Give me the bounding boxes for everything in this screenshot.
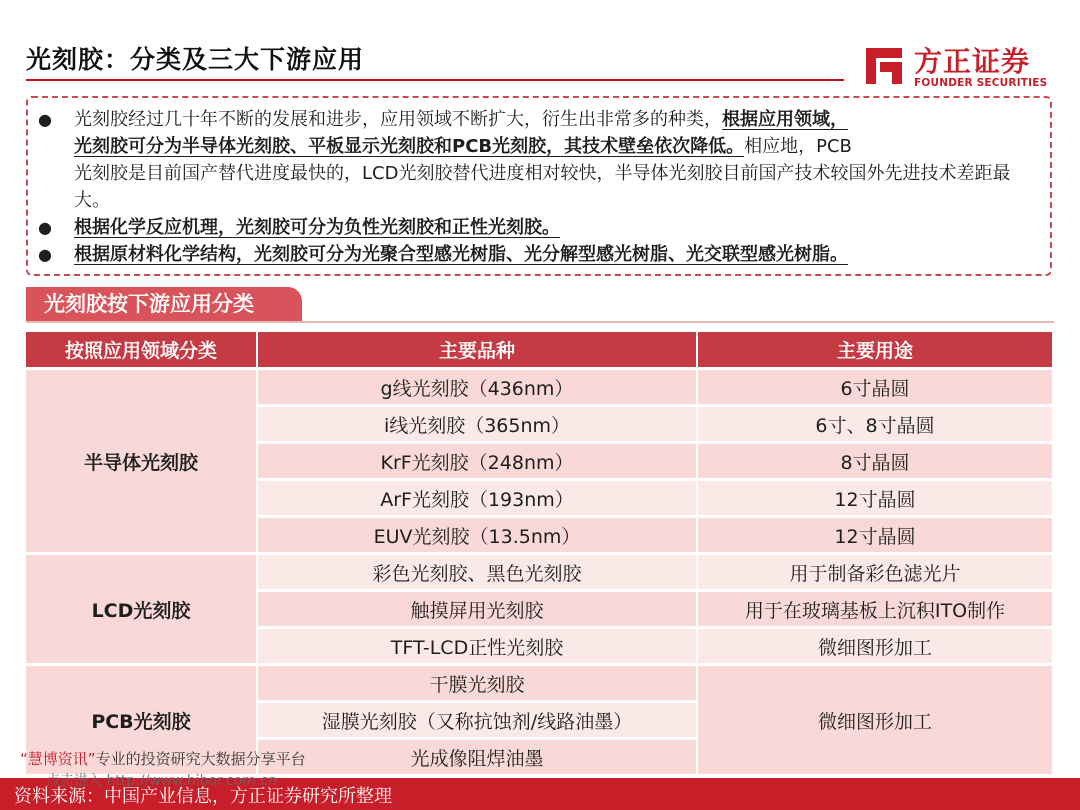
bullet-1-rest: 光刻胶是目前国产替代进度最快的，LCD光刻胶替代进度相对较快，半导体光刻胶目前国产技术较国外先进技术差距最大。	[74, 163, 1011, 211]
table-row	[26, 666, 1054, 700]
logo-text-cn: 方正证券	[914, 45, 1031, 78]
summary-box	[26, 96, 1052, 276]
bullet-dot-icon: ●	[38, 245, 52, 264]
usage-cell: 用于在玻璃基板上沉积ITO制作	[698, 592, 1054, 626]
bullet-1-line1-plain: 光刻胶经过几十年不断的发展和进步，应用领域不断扩大，衍生出非常多的种类，	[74, 109, 722, 130]
bullet-1-line2-bold: 光刻胶可分为半导体光刻胶、平板显示光刻胶和PCB光刻胶，其技术壁垒依次降低。	[74, 136, 745, 157]
usage-cell: 12寸晶圆	[698, 481, 1054, 515]
watermark-quote-open: “	[20, 750, 28, 768]
application-table	[26, 329, 1054, 777]
usage-cell: 8寸晶圆	[698, 444, 1054, 478]
watermark-brand: 慧博资讯	[27, 750, 88, 768]
bullet-1-line1-bold: 根据应用领域，	[722, 109, 848, 130]
variety-cell: 湿膜光刻胶（又称抗蚀剂/线路油墨）	[258, 703, 698, 737]
usage-cell: 6寸、8寸晶圆	[698, 407, 1054, 441]
variety-cell: 彩色光刻胶、黑色光刻胶	[258, 555, 698, 589]
bullet-1-line2-plain: 相应地，PCB	[744, 136, 852, 157]
company-logo	[862, 40, 1062, 96]
bullet-dot-icon: ●	[38, 218, 52, 237]
header-category: 按照应用领域分类	[26, 332, 258, 367]
usage-cell: 12寸晶圆	[698, 518, 1054, 552]
variety-cell: g线光刻胶（436nm）	[258, 370, 698, 404]
watermark-quote-close: ”	[87, 750, 96, 768]
section-rule	[26, 321, 1054, 323]
bullet-dot-icon: ●	[38, 110, 52, 129]
bullet-2-bold: 根据化学反应机理，光刻胶可分为负性光刻胶和正性光刻胶。	[74, 217, 560, 238]
usage-cell: 6寸晶圆	[698, 370, 1054, 404]
variety-cell: 干膜光刻胶	[258, 666, 698, 700]
category-cell: PCB光刻胶	[26, 666, 258, 774]
table-header-row	[26, 332, 1054, 367]
bullet-3-bold: 根据原材料化学结构，光刻胶可分为光聚合型感光树脂、光分解型感光树脂、光交联型感光树脂。	[74, 244, 848, 265]
bullet-3-text	[74, 241, 1042, 268]
bullet-2-text	[74, 214, 1042, 241]
bullet-1-text	[74, 106, 1042, 214]
variety-cell: i线光刻胶（365nm）	[258, 407, 698, 441]
variety-cell: EUV光刻胶（13.5nm）	[258, 518, 698, 552]
usage-cell: 用于制备彩色滤光片	[698, 555, 1054, 589]
usage-cell: 微细图形加工	[698, 629, 1054, 663]
variety-cell: ArF光刻胶（193nm）	[258, 481, 698, 515]
source-note: 资料来源：中国产业信息，方正证券研究所整理	[14, 786, 392, 807]
founder-logo-icon	[862, 44, 906, 88]
watermark-text: 专业的投资研究大数据分享平台	[95, 750, 306, 768]
header-variety: 主要品种	[258, 332, 698, 367]
variety-cell: 光成像阻焊油墨	[258, 740, 698, 774]
header-usage: 主要用途	[698, 332, 1054, 367]
category-cell: LCD光刻胶	[26, 555, 258, 663]
watermark-slogan	[20, 748, 306, 769]
title-rule	[26, 79, 844, 81]
table-row	[26, 370, 1054, 404]
page-title: 光刻胶：分类及三大下游应用	[26, 45, 365, 74]
variety-cell: 触摸屏用光刻胶	[258, 592, 698, 626]
logo-text-en: FOUNDER SECURITIES	[914, 77, 1048, 89]
table-row	[26, 555, 1054, 589]
watermark-link[interactable]: 点击进入 http://www.hibor.com.cn	[46, 773, 277, 789]
category-cell: 半导体光刻胶	[26, 370, 258, 552]
usage-cell: 微细图形加工	[698, 666, 1054, 774]
section-title: 光刻胶按下游应用分类	[26, 287, 302, 321]
variety-cell: KrF光刻胶（248nm）	[258, 444, 698, 478]
variety-cell: TFT-LCD正性光刻胶	[258, 629, 698, 663]
